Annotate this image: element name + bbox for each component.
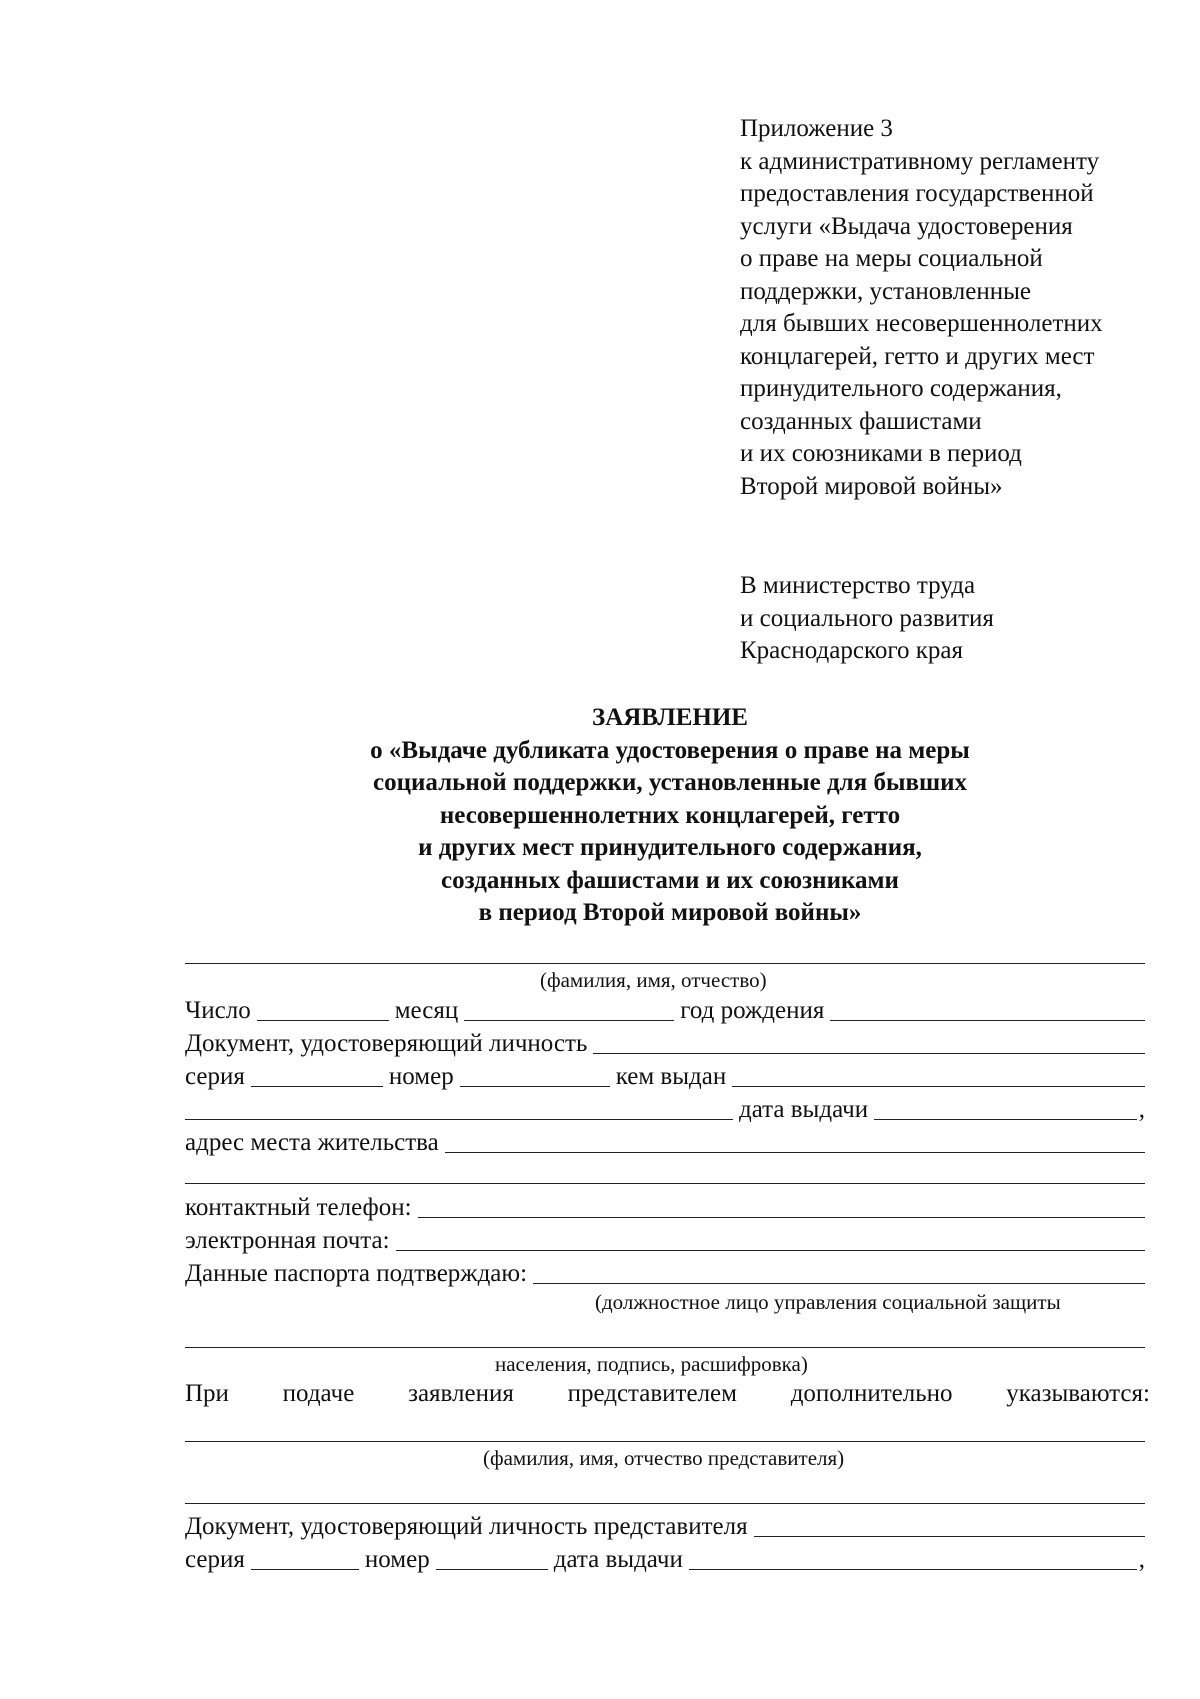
birth-year-label: год рождения bbox=[680, 997, 825, 1024]
rep-issue-date-field[interactable] bbox=[689, 1547, 1137, 1570]
annex-line: принудительного содержания, bbox=[740, 375, 1062, 402]
issue-date-row bbox=[185, 1093, 1145, 1123]
title-line: созданных фашистами и их союзниками bbox=[441, 866, 899, 894]
issued-by-field[interactable] bbox=[732, 1064, 1145, 1087]
annex-line: созданных фашистами bbox=[740, 407, 982, 435]
representative-intro bbox=[185, 1380, 1150, 1408]
id-document-field[interactable] bbox=[593, 1031, 1145, 1054]
rep-intro-word: При bbox=[185, 1380, 229, 1407]
rep-fio-field[interactable] bbox=[185, 1441, 1145, 1442]
annex-header bbox=[740, 113, 1180, 503]
address-row bbox=[185, 1126, 1145, 1156]
rep-intro-word: представителем bbox=[567, 1380, 737, 1407]
annex-line: и их союзниками в период bbox=[740, 440, 1022, 467]
passport-confirm-row bbox=[185, 1257, 1145, 1287]
month-label: месяц bbox=[394, 997, 459, 1024]
email-field[interactable] bbox=[396, 1228, 1145, 1251]
passport-confirm-field[interactable] bbox=[533, 1261, 1145, 1284]
address-field[interactable] bbox=[445, 1130, 1145, 1153]
series-field[interactable] bbox=[251, 1064, 383, 1087]
official-caption-2: населения, подпись, расшифровка) bbox=[495, 1352, 808, 1376]
annex-line: услуги «Выдача удостоверения bbox=[740, 212, 1073, 240]
rep-intro-word: указываются: bbox=[1006, 1380, 1150, 1407]
rep-id-document-field[interactable] bbox=[754, 1514, 1145, 1537]
rep-intro-word: дополнительно bbox=[790, 1380, 953, 1407]
month-field[interactable] bbox=[464, 998, 674, 1021]
annex-line: Приложение 3 bbox=[740, 115, 893, 142]
issue-date-field[interactable] bbox=[874, 1097, 1137, 1120]
rep-intro-word: подаче bbox=[282, 1380, 355, 1407]
series-number-row bbox=[185, 1060, 1145, 1090]
rep-intro-word: заявления bbox=[408, 1380, 514, 1407]
recipient-block bbox=[740, 570, 1180, 668]
rep-id-document-row bbox=[185, 1510, 1145, 1540]
issued-by-continuation-field[interactable] bbox=[185, 1097, 733, 1120]
title-line: в период Второй мировой войны» bbox=[478, 899, 862, 926]
birth-date-row bbox=[185, 994, 1145, 1024]
email-row bbox=[185, 1224, 1145, 1254]
email-label: электронная почта: bbox=[185, 1227, 390, 1254]
rep-number-field[interactable] bbox=[436, 1547, 548, 1570]
rep-series-label: серия bbox=[185, 1546, 245, 1573]
rep-issue-date-comma: , bbox=[1138, 1546, 1145, 1573]
id-document-label: Документ, удостоверяющий личность bbox=[185, 1030, 588, 1057]
annex-line: концлагерей, гетто и других мест bbox=[740, 342, 1095, 370]
day-field[interactable] bbox=[257, 998, 389, 1021]
issue-date-label: дата выдачи bbox=[739, 1096, 869, 1123]
birth-year-field[interactable] bbox=[830, 998, 1145, 1021]
annex-line: Второй мировой войны» bbox=[740, 472, 1003, 500]
annex-line: к административному регламенту bbox=[740, 147, 1100, 175]
annex-line: для бывших несовершеннолетних bbox=[740, 310, 1103, 337]
phone-label: контактный телефон: bbox=[185, 1194, 412, 1221]
day-label: Число bbox=[185, 997, 251, 1024]
issued-by-label: кем выдан bbox=[615, 1063, 727, 1090]
rep-series-row bbox=[185, 1543, 1145, 1573]
address-continuation-field[interactable] bbox=[185, 1183, 1145, 1184]
title-line: несовершеннолетних концлагерей, гетто bbox=[439, 801, 901, 829]
recipient-line: и социального развития bbox=[740, 604, 994, 632]
annex-line: предоставления государственной bbox=[740, 180, 1094, 207]
recipient-line: В министерство труда bbox=[740, 572, 976, 599]
id-document-row bbox=[185, 1027, 1145, 1057]
passport-confirm-label: Данные паспорта подтверждаю: bbox=[185, 1260, 528, 1287]
rep-fio-continuation-field[interactable] bbox=[185, 1503, 1145, 1504]
fio-caption: (фамилия, имя, отчество) bbox=[540, 968, 767, 992]
number-label: номер bbox=[388, 1063, 454, 1090]
address-label: адрес места жительства bbox=[185, 1129, 439, 1156]
official-signature-field[interactable] bbox=[185, 1347, 1145, 1348]
recipient-line: Краснодарского края bbox=[740, 637, 963, 664]
title-heading: ЗАЯВЛЕНИЕ bbox=[592, 704, 748, 731]
phone-field[interactable] bbox=[418, 1195, 1145, 1218]
annex-line: поддержки, установленные bbox=[740, 277, 1031, 305]
rep-series-field[interactable] bbox=[251, 1547, 359, 1570]
title-line: и других мест принудительного содержания, bbox=[418, 834, 922, 861]
annex-line: о праве на меры социальной bbox=[740, 245, 1043, 272]
fio-field[interactable] bbox=[185, 963, 1145, 964]
issue-date-comma: , bbox=[1138, 1096, 1145, 1123]
rep-issue-date-label: дата выдачи bbox=[553, 1546, 683, 1573]
application-title bbox=[240, 702, 1100, 930]
title-line: социальной поддержки, установленные для бывших bbox=[373, 769, 967, 796]
official-caption-1: (должностное лицо управления социальной защиты bbox=[595, 1290, 1061, 1314]
number-field[interactable] bbox=[460, 1064, 610, 1087]
title-line: о «Выдаче дубликата удостоверения о праве на меры bbox=[370, 736, 970, 764]
rep-fio-caption: (фамилия, имя, отчество представителя) bbox=[483, 1446, 845, 1470]
series-label: серия bbox=[185, 1063, 245, 1090]
rep-number-label: номер bbox=[364, 1546, 430, 1573]
phone-row bbox=[185, 1191, 1145, 1221]
rep-id-document-label: Документ, удостоверяющий личность представителя bbox=[185, 1513, 748, 1540]
